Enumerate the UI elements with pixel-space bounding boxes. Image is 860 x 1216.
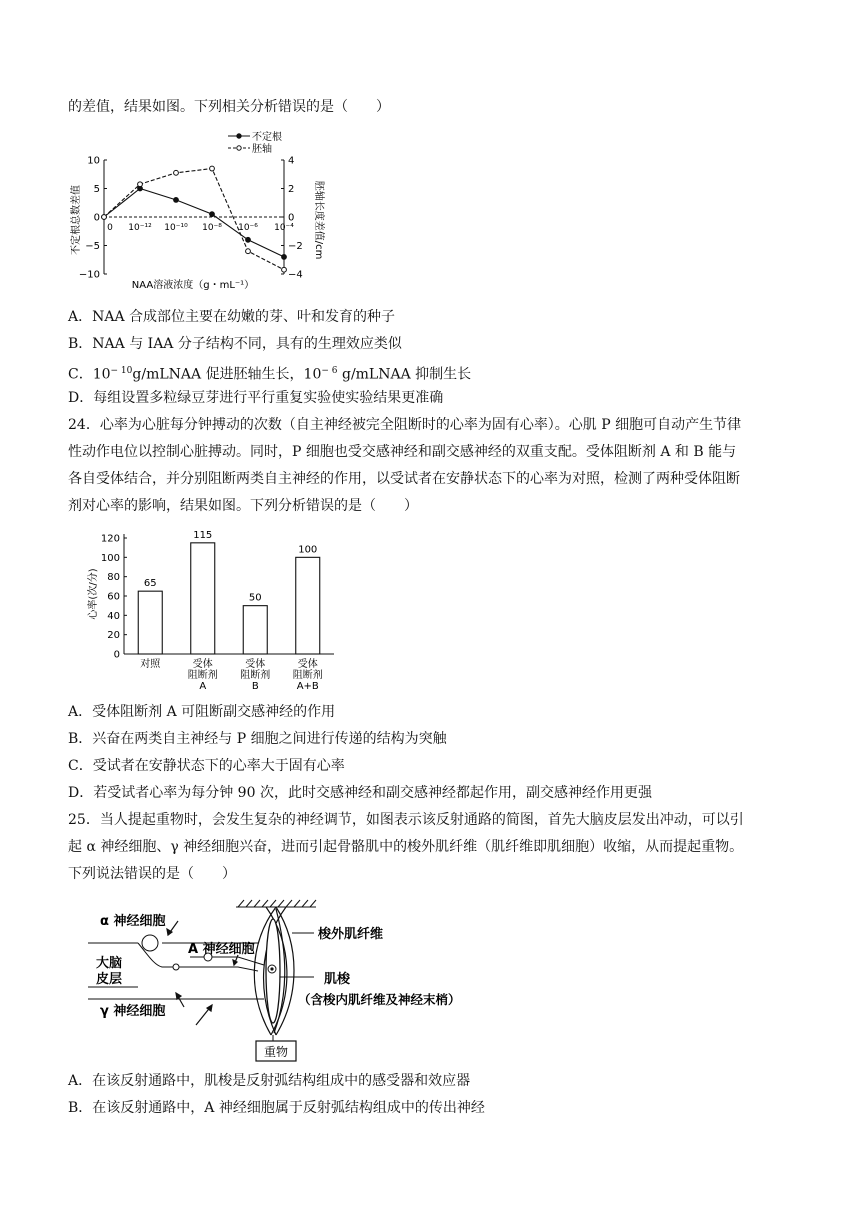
q24-stem-line-2: 性动作电位以控制心脏搏动。同时，P 细胞也受交感神经和副交感神经的双重支配。受体阻断剂 A 和 B 能与	[68, 444, 737, 460]
x-tick-label: 10⁻¹⁰	[164, 223, 188, 233]
cortex-label-2: 皮层	[96, 972, 123, 987]
q23-option-a: A．NAA 合成部位主要在幼嫩的芽、叶和发育的种子	[68, 309, 396, 325]
bar	[243, 606, 267, 654]
q25-stem-line-1: 25．当人提起重物时，会发生复杂的神经调节，如图表示该反射通路的简图，首先大脑皮层发出冲动，可以引	[68, 812, 744, 828]
series-2-point	[174, 170, 179, 175]
q24-option-a: A．受体阻断剂 A 可阻断副交感神经的作用	[68, 704, 336, 720]
x-tick-label: 10⁻¹²	[128, 223, 152, 233]
bar-value-label: 115	[193, 529, 213, 541]
x-tick-label: 10⁻⁴	[274, 223, 294, 233]
right-tick-label: 0	[288, 212, 295, 224]
series-1-point	[174, 198, 179, 203]
left-tick-label: 5	[93, 184, 100, 195]
q23-option-d: D．每组设置多粒绿豆芽进行平行重复实验使实验结果更准确	[68, 390, 444, 406]
bar-y-axis-label: 心率(次/分)	[88, 568, 99, 620]
bar-category-label: 受体	[192, 659, 213, 670]
series-2-point	[282, 267, 287, 272]
bar-category-label: 阻断剂	[187, 670, 218, 681]
legend-marker	[237, 134, 241, 138]
left-tick-label: −10	[78, 269, 100, 281]
series-line-2	[104, 169, 284, 270]
q24-option-d: D．若受试者心率为每分钟 90 次，此时交感神经和副交感神经都起作用，副交感神经作用更强	[68, 785, 652, 801]
bar-y-tick-label: 120	[100, 533, 120, 545]
series-2-point	[246, 249, 251, 254]
bar-value-label: 100	[298, 544, 318, 556]
left-tick-label: 10	[87, 155, 100, 167]
x-axis-label: NAA溶液浓度（g・mL⁻¹）	[131, 280, 255, 291]
series-1-point	[246, 237, 251, 242]
left-tick-label: −5	[85, 241, 100, 252]
heart-rate-bar-chart	[82, 522, 342, 694]
alpha-neuron-soma	[142, 935, 158, 951]
bar-category-label: B	[251, 681, 259, 692]
bar-y-tick-label: 0	[113, 649, 120, 661]
series-2-point	[102, 215, 107, 220]
bar	[296, 557, 320, 654]
bar-category-label: A	[199, 681, 207, 692]
bar-y-tick-label: 100	[100, 552, 120, 564]
series-1-point	[210, 212, 215, 217]
muscle-spindle-label: 肌梭	[324, 972, 351, 987]
bar-category-label: 阻断剂	[240, 670, 271, 681]
a-neuron-label: A 神经细胞	[188, 942, 255, 957]
alpha-neuron-label: α 神经细胞	[100, 914, 166, 929]
right-tick-label: 2	[288, 184, 295, 195]
bar-category-label: 对照	[140, 659, 161, 670]
right-tick-label: −4	[288, 269, 303, 281]
x-tick-label: 10⁻⁸	[202, 223, 222, 233]
left-tick-label: 0	[93, 212, 100, 224]
q24-stem-line-3: 各自受体结合，并分别阻断两类自主神经的作用，以受试者在安静状态下的心率为对照，检测了两种受体阻断	[68, 471, 740, 487]
y-axis-label-right: 胚轴长度差值/cm	[313, 180, 324, 260]
bar-value-label: 65	[143, 578, 157, 590]
bar-y-tick-label: 60	[107, 591, 120, 603]
series-1-point	[282, 255, 287, 260]
q24-stem-line-1: 24．心率为心脏每分钟搏动的次数（自主神经被完全阻断时的心率为固有心率）。心肌 P 细胞可自动产生节律	[68, 417, 742, 433]
legend-label: 胚轴	[252, 144, 272, 155]
x-tick-label: 10⁻⁶	[238, 223, 258, 233]
bar-value-label: 50	[248, 592, 262, 604]
muscle-spindle-note: （含梭内肌纤维及神经末梢）	[298, 992, 461, 1007]
bar	[138, 591, 162, 654]
question-stem-tail: 的差值，结果如图。下列相关分析错误的是（ ）	[68, 99, 390, 115]
right-tick-label: 4	[288, 155, 295, 167]
bar-category-label: 受体	[297, 659, 318, 670]
bar-y-tick-label: 80	[107, 572, 120, 584]
gamma-neuron-label: γ 神经细胞	[100, 1004, 166, 1019]
x-tick-label: 0	[107, 223, 113, 233]
y-axis-label-left: 不定根总数差值	[71, 185, 82, 255]
q23-option-c: C．$10^{- 10}g$/mLNAA 促进胚轴生长，$10^{- 6}$ g/mLNAA 抑制生长	[68, 366, 472, 383]
cortex-label-1: 大脑	[96, 956, 123, 971]
reflex-pathway-diagram	[88, 895, 488, 1057]
q25-option-b: B．在该反射通路中，A 神经细胞属于反射弧结构组成中的传出神经	[68, 1100, 485, 1116]
bar-y-tick-label: 40	[107, 610, 120, 622]
bar	[191, 543, 215, 654]
q25-stem-line-3: 下列说法错误的是（ ）	[68, 866, 236, 882]
legend-label: 不定根	[252, 132, 282, 143]
ceiling-hatch	[236, 900, 316, 907]
series-2-point	[210, 166, 215, 171]
naa-line-chart	[68, 128, 324, 296]
weight-label: 重物	[263, 1045, 289, 1059]
q24-option-c: C．受试者在安静状态下的心率大于固有心率	[68, 758, 345, 774]
bar-y-tick-label: 20	[107, 630, 120, 642]
right-tick-label: −2	[288, 241, 303, 252]
series-2-point	[138, 182, 143, 187]
q24-option-b: B．兴奋在两类自主神经与 P 细胞之间进行传递的结构为突触	[68, 731, 447, 747]
q23-option-b: B．NAA 与 IAA 分子结构不同，具有的生理效应类似	[68, 336, 402, 352]
q25-option-a: A．在该反射通路中，肌梭是反射弧结构组成中的感受器和效应器	[68, 1073, 471, 1089]
bar-category-label: 阻断剂	[292, 670, 323, 681]
q24-stem-line-4: 剂对心率的影响，结果如图。下列分析错误的是（ ）	[68, 498, 418, 514]
label-arrows	[167, 921, 238, 1025]
bar-category-label: A+B	[296, 681, 319, 692]
legend-marker	[237, 146, 241, 150]
extrafusal-fiber-label: 梭外肌纤维	[318, 927, 384, 942]
q25-stem-line-2: 起 α 神经细胞、γ 神经细胞兴奋，进而引起骨骼肌中的梭外肌纤维（肌纤维即肌细胞）收缩，从而提起重物。	[68, 839, 744, 855]
bar-category-label: 受体	[245, 659, 266, 670]
